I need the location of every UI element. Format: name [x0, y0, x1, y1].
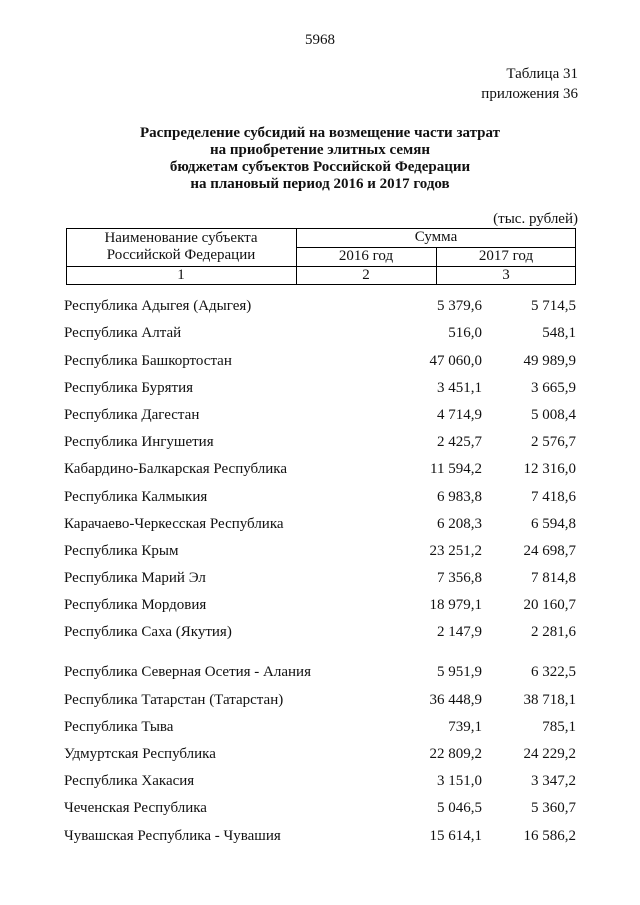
table-row: [64, 537, 576, 564]
region-name: Республика Бурятия: [64, 379, 194, 396]
header-year-2017: 2017 год: [478, 248, 534, 264]
value-2017: 3 665,9: [531, 379, 576, 396]
region-name: Республика Ингушетия: [64, 434, 214, 451]
table-reference: [481, 64, 578, 104]
value-2016: 6 983,8: [437, 488, 482, 505]
table-row: [64, 794, 576, 821]
table-row: [64, 564, 576, 591]
value-2016: 11 594,2: [430, 461, 482, 478]
value-2016: 6 208,3: [437, 515, 482, 532]
value-2016: 739,1: [448, 718, 482, 735]
region-name: Республика Мордовия: [64, 597, 207, 614]
table-row: [64, 685, 576, 712]
table-row: [64, 821, 576, 848]
value-2016: 47 060,0: [429, 352, 482, 369]
title-line4: на плановый период 2016 и 2017 годов: [190, 176, 450, 192]
value-2017: 6 594,8: [531, 515, 576, 532]
table-row: [64, 645, 576, 685]
region-name: Кабардино-Балкарская Республика: [64, 461, 288, 478]
value-2017: 2 576,7: [531, 434, 576, 451]
header-col-number-3: 3: [502, 267, 510, 283]
value-2016: 5 951,9: [437, 664, 482, 681]
region-name: Республика Крым: [64, 542, 179, 559]
table-row: [64, 713, 576, 740]
table-row: [64, 767, 576, 794]
value-2017: 7 814,8: [531, 570, 576, 587]
region-name: Удмуртская Республика: [64, 746, 216, 762]
table-row: [64, 319, 576, 346]
table-row: [64, 292, 576, 319]
table-row: [64, 618, 576, 645]
region-name: Республика Адыгея (Адыгея): [64, 298, 252, 315]
value-2017: 49 989,9: [523, 352, 576, 369]
table-header: [66, 228, 576, 285]
table-row: [64, 482, 576, 509]
value-2016: 2 425,7: [437, 434, 482, 451]
units-label: (тыс. рублей): [493, 211, 578, 227]
region-name: Республика Тыва: [64, 718, 174, 735]
table-row: [64, 455, 576, 482]
value-2017: 5 360,7: [531, 800, 576, 817]
value-2016: 15 614,1: [429, 827, 482, 844]
value-2016: 4 714,9: [437, 406, 482, 423]
region-name: Чувашская Республика - Чувашия: [64, 827, 281, 844]
document-title: [60, 125, 580, 193]
header-name-line2: Российской Федерации: [106, 247, 256, 263]
value-2017: 16 586,2: [523, 827, 576, 844]
header-year-2016: 2016 год: [338, 248, 394, 264]
title-line2: на приобретение элитных семян: [210, 142, 430, 158]
value-2016: 2 147,9: [437, 624, 482, 641]
value-2017: 38 718,1: [523, 691, 576, 708]
table-body: [64, 292, 576, 849]
value-2017: 5 008,4: [531, 406, 576, 423]
region-name: Республика Алтай: [64, 325, 182, 342]
region-name: Карачаево-Черкесская Республика: [64, 515, 284, 532]
value-2017: 24 229,2: [523, 746, 576, 762]
value-2016: 36 448,9: [429, 691, 482, 708]
table-row: [64, 346, 576, 373]
value-2017: 24 698,7: [523, 542, 576, 559]
header-sum: Сумма: [414, 229, 458, 245]
header-name-line1: Наименование субъекта: [104, 230, 258, 246]
region-name: Республика Дагестан: [64, 406, 200, 423]
value-2016: 516,0: [448, 325, 482, 342]
table-row: [64, 374, 576, 401]
header-col-number-1: 1: [177, 267, 185, 283]
header-border-bottom: [66, 284, 576, 285]
title-line1: Распределение субсидий на возмещение части затрат: [140, 125, 500, 141]
value-2016: 18 979,1: [429, 597, 482, 614]
value-2017: 548,1: [542, 325, 576, 342]
region-name: Республика Северная Осетия - Алания: [64, 664, 311, 681]
value-2016: 23 251,2: [429, 542, 482, 559]
value-2016: 5 046,5: [437, 800, 482, 817]
region-name: Республика Саха (Якутия): [64, 624, 232, 641]
region-name: Республика Калмыкия: [64, 488, 208, 505]
title-line3: бюджетам субъектов Российской Федерации: [169, 159, 471, 175]
value-2017: 6 322,5: [531, 664, 576, 681]
region-name: Республика Хакасия: [64, 773, 195, 790]
value-2016: 7 356,8: [437, 570, 482, 587]
table-reference-line2: приложения 36: [481, 86, 578, 102]
table-row: [64, 591, 576, 618]
value-2017: 2 281,6: [531, 624, 576, 641]
value-2017: 20 160,7: [523, 597, 576, 614]
value-2017: 12 316,0: [523, 461, 576, 478]
page-number: 5968: [305, 32, 335, 48]
table-row: [64, 401, 576, 428]
value-2016: 5 379,6: [437, 298, 482, 315]
region-name: Республика Марий Эл: [64, 570, 206, 587]
region-name: Республика Башкортостан: [64, 352, 232, 369]
value-2016: 3 151,0: [437, 773, 482, 790]
value-2017: 7 418,6: [531, 488, 576, 505]
table-reference-line1: Таблица 31: [506, 66, 578, 82]
value-2017: 3 347,2: [531, 773, 576, 790]
region-name: Республика Татарстан (Татарстан): [64, 691, 284, 708]
value-2017: 785,1: [542, 718, 576, 735]
region-name: Чеченская Республика: [64, 800, 207, 817]
table-row: [64, 740, 576, 767]
header-name: [66, 230, 296, 264]
value-2016: 3 451,1: [437, 379, 482, 396]
value-2016: 22 809,2: [429, 746, 482, 762]
value-2017: 5 714,5: [531, 298, 576, 315]
table-row: [64, 428, 576, 455]
table-row: [64, 510, 576, 537]
header-col-number-2: 2: [362, 267, 370, 283]
